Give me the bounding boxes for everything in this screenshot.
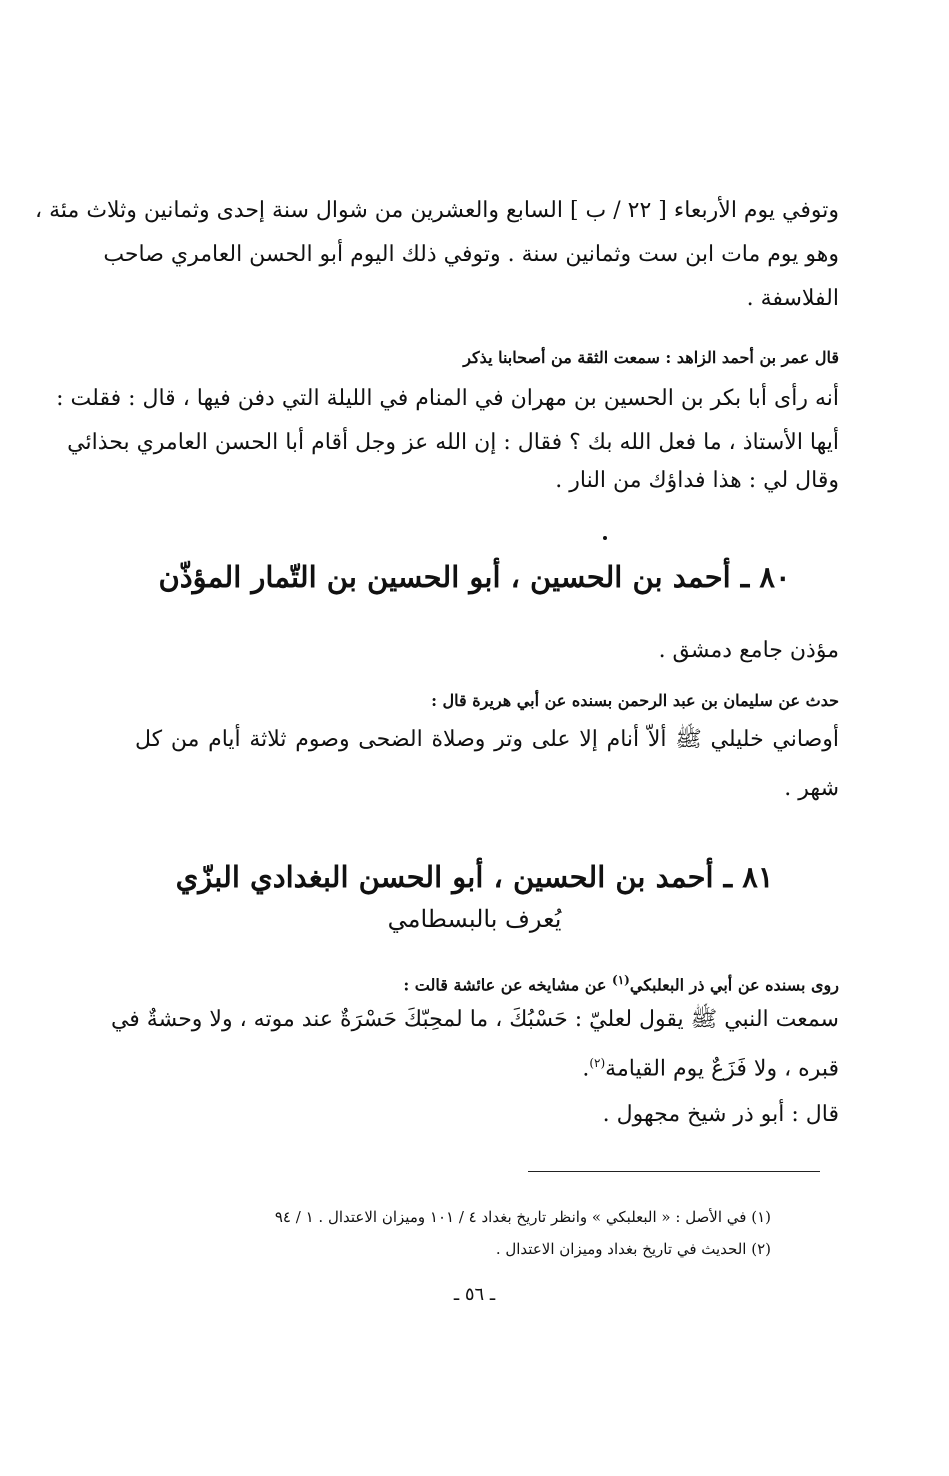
paragraph-line: أنه رأى أبا بكر بن الحسين بن مهران في المنام في الليلة التي دفن فيها ، قال : فقلت : bbox=[56, 386, 839, 411]
footnote-ref: (٢) bbox=[589, 1056, 606, 1070]
entry-80-heading: ٨٠ ـ أحمد بن الحسين ، أبو الحسين بن التّمار المؤذّن bbox=[158, 560, 791, 594]
footnote-2: (٢) الحديث في تاريخ بغداد وميزان الاعتدال . bbox=[495, 1240, 771, 1258]
note-line: قال : أبو ذر شيخ مجهول . bbox=[602, 1102, 839, 1127]
paragraph-line: أيها الأستاذ ، ما فعل الله بك ؟ فقال : إن الله عز وجل أقام أبا الحسن العامري بحذائي bbox=[67, 430, 839, 455]
isnad-text: روى بسنده عن أبي ذر البعلبكي bbox=[629, 975, 839, 995]
isnad-line: حدث عن سليمان بن عبد الرحمن بسنده عن أبي هريرة قال : bbox=[431, 691, 839, 710]
entry-80-description: مؤذن جامع دمشق . bbox=[658, 638, 839, 663]
paragraph-line: وتوفي يوم الأربعاء [ ٢٢ / ب ] السابع والعشرين من شوال سنة إحدى وثمانين وثلاث مئة ، bbox=[35, 198, 839, 223]
isnad-line bbox=[403, 965, 839, 1000]
paragraph-text: قبره ، ولا فَزَعٌ يوم القيامة bbox=[605, 1056, 839, 1082]
entry-81-heading: ٨١ ـ أحمد بن الحسين ، أبو الحسن البغدادي البزّي bbox=[175, 860, 774, 894]
paragraph-line: شهر . bbox=[784, 776, 839, 801]
page-number: ـ ٥٦ ـ bbox=[453, 1284, 496, 1305]
paragraph-text: . bbox=[582, 1056, 590, 1082]
isnad-text: عن مشايخه عن عائشة قالت : bbox=[403, 975, 613, 995]
paragraph-line: سمعت النبي ﷺ يقول لعليّ : حَسْبُكَ ، ما لمحِبّكَ حَسْرَةٌ عند موته ، ولا وحشةٌ في bbox=[110, 1007, 839, 1032]
paragraph-line: الفلاسفة . bbox=[746, 286, 839, 311]
paragraph-line: وقال لي : هذا فداؤك من النار . bbox=[555, 468, 839, 493]
paragraph-line: وهو يوم مات ابن ست وثمانين سنة . وتوفي ذلك اليوم أبو الحسن العامري صاحب bbox=[103, 242, 839, 267]
entry-81-subheading: يُعرف بالبسطامي bbox=[387, 905, 562, 933]
paragraph-line: أوصاني خليلي ﷺ ألاّ أنام إلا على وتر وصلاة الضحى وصوم ثلاثة أيام من كل bbox=[135, 727, 839, 752]
footnote-1: (١) في الأصل : « البعلبكي » وانظر تاريخ بغداد ٤ / ١٠١ وميزان الاعتدال . ١ / ٩٤ bbox=[274, 1208, 771, 1226]
footnote-rule bbox=[528, 1171, 820, 1172]
isnad-line: قال عمر بن أحمد الزاهد : سمعت الثقة من أصحابنا يذكر bbox=[463, 348, 839, 367]
footnote-ref: (١) bbox=[612, 973, 630, 987]
paragraph-line bbox=[582, 1048, 839, 1084]
separator-dot bbox=[603, 536, 607, 540]
